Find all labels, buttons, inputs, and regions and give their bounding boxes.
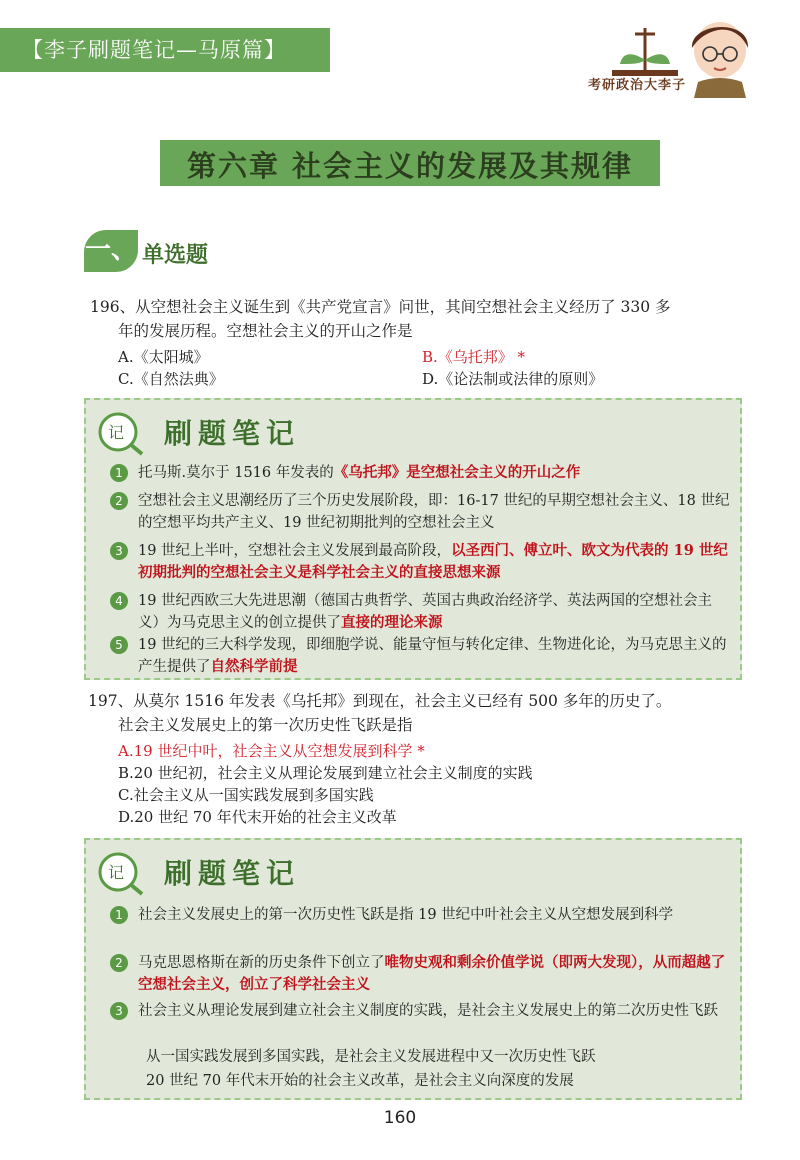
header-tag: 【李子刷题笔记—马原篇】 <box>0 28 330 72</box>
item-text: 空想社会主义思潮经历了三个历史发展阶段，即：16-17 世纪的早期空想社会主义、18 世纪的空想平均共产主义、19 世纪初期批判的空想社会主义 <box>138 493 730 531</box>
chapter-title: 第六章 社会主义的发展及其规律 <box>186 149 634 183</box>
page-number: 160 <box>383 1108 417 1128</box>
note1-item-5 <box>110 634 730 678</box>
q197-option-b: B.20 世纪初，社会主义从理论发展到建立社会主义制度的实践 <box>118 764 533 782</box>
note2-item-3 <box>110 1000 730 1022</box>
note-title: 刷题笔记 <box>164 857 301 890</box>
q196-option-c: C.《自然法典》 <box>118 370 224 388</box>
item-number: 2 <box>110 954 128 972</box>
q196-option-a: A.《太阳城》 <box>118 348 209 366</box>
question-197-line2: 社会主义发展史上的第一次历史性飞跃是指 <box>118 716 413 734</box>
note2-extra-1: 从一国实践发展到多国实践，是社会主义发展进程中又一次历史性飞跃 <box>146 1049 596 1065</box>
svg-text:记: 记 <box>108 863 125 882</box>
note1-item-3 <box>110 540 730 584</box>
section-number: 一、 <box>84 230 138 272</box>
item-text: 19 世纪西欧三大先进思潮（德国古典哲学、英国古典政治经济学、英法两国的空想社会主义）为马克思主义的创立提供了 <box>138 593 713 631</box>
avatar <box>680 14 760 98</box>
note1-item-4 <box>110 590 730 634</box>
item-number: 4 <box>110 592 128 610</box>
item-highlight: 自然科学前提 <box>210 658 298 675</box>
note1-item-2 <box>110 490 730 534</box>
question-196-line1: 196、从空想社会主义诞生到《共产党宣言》问世，其间空想社会主义经历了 330 多 <box>90 298 671 316</box>
logo-text: 考研政治大李子 <box>588 78 687 93</box>
item-text: 19 世纪上半叶，空想社会主义发展到最高阶段， <box>138 543 452 559</box>
section-title: 单选题 <box>142 243 209 268</box>
q196-option-d: D.《论法制或法律的原则》 <box>422 370 604 388</box>
chapter-banner <box>160 140 660 186</box>
q196-option-b: B.《乌托邦》 * <box>422 348 526 366</box>
note-box-197 <box>84 838 742 1100</box>
note-box-196 <box>84 398 742 680</box>
item-number: 3 <box>110 542 128 560</box>
item-number: 1 <box>110 464 128 482</box>
q197-option-c: C.社会主义从一国实践发展到多国实践 <box>118 786 374 804</box>
item-number: 5 <box>110 636 128 654</box>
note2-item-2 <box>110 952 730 996</box>
note-title: 刷题笔记 <box>164 417 301 450</box>
note1-item-1 <box>110 462 730 484</box>
item-number: 2 <box>110 492 128 510</box>
item-highlight: 直接的理论来源 <box>341 614 443 631</box>
svg-text:记: 记 <box>108 423 125 442</box>
item-text: 马克思恩格斯在新的历史条件下创立了 <box>138 955 385 971</box>
question-196-line2: 年的发展历程。空想社会主义的开山之作是 <box>118 322 413 340</box>
item-highlight: 《乌托邦》是空想社会主义的开山之作 <box>333 464 581 481</box>
q197-option-d: D.20 世纪 70 年代末开始的社会主义改革 <box>118 808 397 826</box>
item-text: 社会主义从理论发展到建立社会主义制度的实践，是社会主义发展史上的第二次历史性飞跃 <box>138 1003 718 1019</box>
q197-option-a: A.19 世纪中叶，社会主义从空想发展到科学 * <box>118 742 425 760</box>
item-text: 19 世纪的三大科学发现，即细胞学说、能量守恒与转化定律、生物进化论，为马克思主义的产生提供了 <box>138 637 727 675</box>
item-text: 托马斯.莫尔于 1516 年发表的 <box>138 465 334 481</box>
item-highlight: 以圣西门、傅立叶、欧文为代表的 19 世纪初期批判的空想社会主义是科学社会主义的直接思想来源 <box>138 542 728 581</box>
item-highlight: 唯物史观和剩余价值学说（即两大发现），从而超越了空想社会主义，创立了科学社会主义 <box>138 954 726 993</box>
note2-extra-2: 20 世纪 70 年代末开始的社会主义改革，是社会主义向深度的发展 <box>146 1073 574 1089</box>
note2-item-1 <box>110 904 730 926</box>
item-number: 1 <box>110 906 128 924</box>
question-197-line1: 197、从莫尔 1516 年发表《乌托邦》到现在，社会主义已经有 500 多年的历史了。 <box>88 692 672 710</box>
item-number: 3 <box>110 1002 128 1020</box>
item-text: 社会主义发展史上的第一次历史性飞跃是指 19 世纪中叶社会主义从空想发展到科学 <box>138 907 674 923</box>
